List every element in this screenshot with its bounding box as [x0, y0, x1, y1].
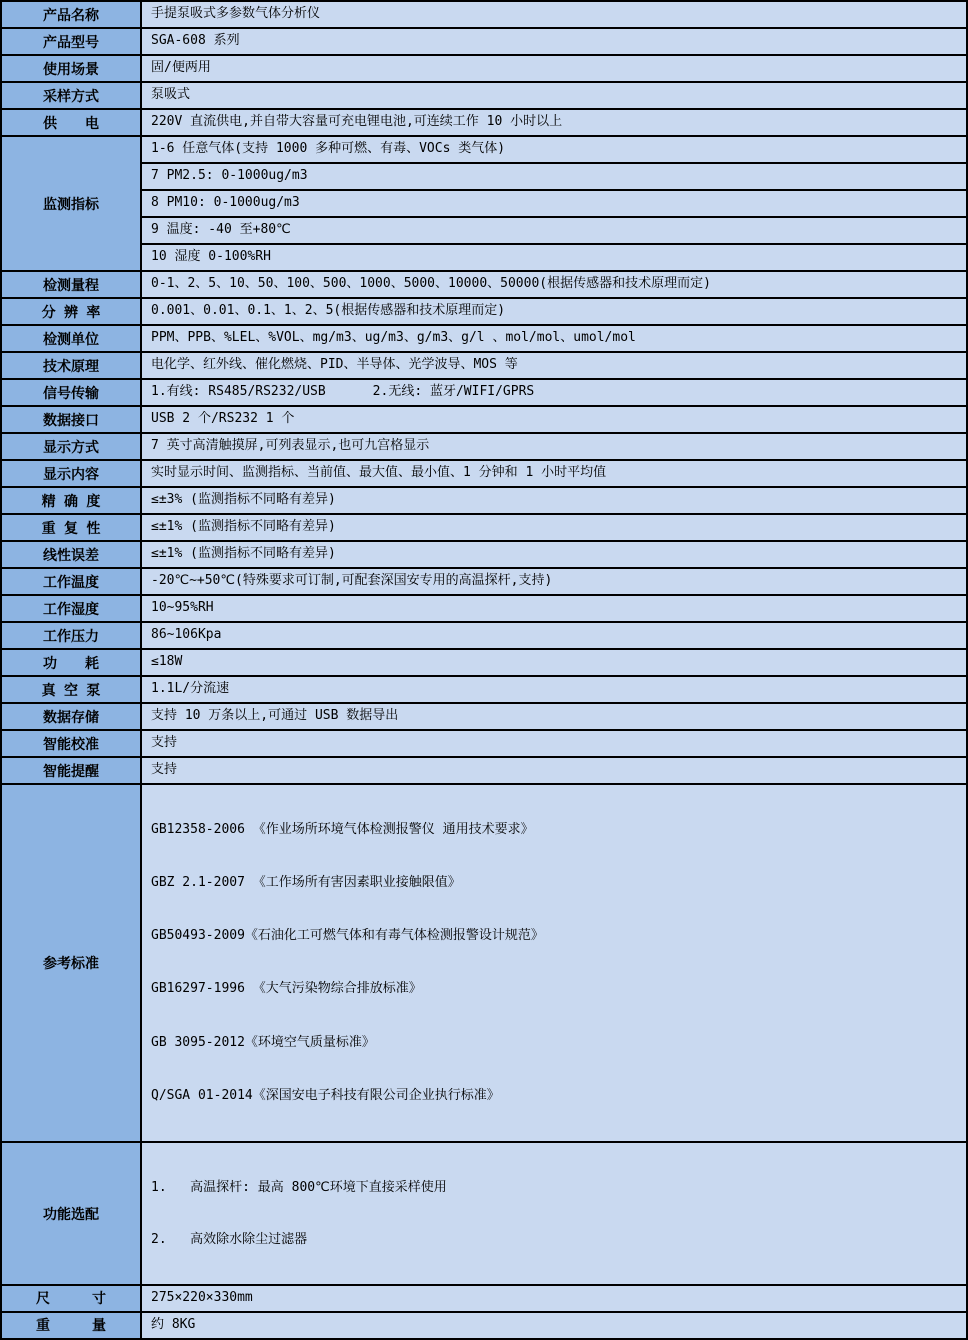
- spec-label: 功能选配: [1, 1142, 141, 1285]
- spec-value: 实时显示时间、监测指标、当前值、最大值、最小值、1 分钟和 1 小时平均值: [141, 460, 967, 487]
- spec-label: 分 辨 率: [1, 298, 141, 325]
- spec-row-accuracy: [1, 487, 967, 514]
- monitor-item: 7 PM2.5: 0-1000ug/m3: [141, 163, 967, 190]
- spec-value: ≤±3% (监测指标不同略有差异): [141, 487, 967, 514]
- spec-label: 线性误差: [1, 541, 141, 568]
- spec-label: 智能校准: [1, 730, 141, 757]
- spec-row-data-storage: [1, 703, 967, 730]
- spec-label: 真 空 泵: [1, 676, 141, 703]
- spec-row-model: [1, 28, 967, 55]
- spec-value: ≤18W: [141, 649, 967, 676]
- spec-label: 智能提醒: [1, 757, 141, 784]
- spec-label: 信号传输: [1, 379, 141, 406]
- spec-label: 检测量程: [1, 271, 141, 298]
- spec-value: 86~106Kpa: [141, 622, 967, 649]
- spec-label: 工作湿度: [1, 595, 141, 622]
- spec-label: 显示内容: [1, 460, 141, 487]
- spec-value: 0.001、0.01、0.1、1、2、5(根据传感器和技术原理而定): [141, 298, 967, 325]
- spec-row-display-content: [1, 460, 967, 487]
- spec-row-linearity-error: [1, 541, 967, 568]
- spec-row-sampling: [1, 82, 967, 109]
- standard-line: GBZ 2.1-2007 《工作场所有害因素职业接触限值》: [151, 874, 461, 890]
- spec-value: 1.有线: RS485/RS232/USB 2.无线: 蓝牙/WIFI/GPRS: [141, 379, 967, 406]
- spec-subrow-monitor: [1, 163, 967, 190]
- spec-row-smart-calibration: [1, 730, 967, 757]
- spec-row-product-name: [1, 1, 967, 28]
- standard-line: Q/SGA 01-2014《深国安电子科技有限公司企业执行标准》: [151, 1087, 500, 1103]
- spec-subrow-monitor: [1, 217, 967, 244]
- spec-row-reference-standards: [1, 784, 967, 1142]
- spec-label: 使用场景: [1, 55, 141, 82]
- spec-value: 220V 直流供电,并自带大容量可充电锂电池,可连续工作 10 小时以上: [141, 109, 967, 136]
- spec-value: 1.1L/分流速: [141, 676, 967, 703]
- spec-value: 支持: [141, 757, 967, 784]
- spec-row-power-consumption: [1, 649, 967, 676]
- spec-row-display-mode: [1, 433, 967, 460]
- spec-label: 产品名称: [1, 1, 141, 28]
- spec-row-power: [1, 109, 967, 136]
- spec-label: 重 量: [1, 1312, 141, 1339]
- option-line: 1. 高温探杆: 最高 800℃环境下直接采样使用: [151, 1179, 447, 1195]
- spec-value: 电化学、红外线、催化燃烧、PID、半导体、光学波导、MOS 等: [141, 352, 967, 379]
- spec-label: 工作温度: [1, 568, 141, 595]
- spec-value: PPM、PPB、%LEL、%VOL、mg/m3、ug/m3、g/m3、g/l 、mol/mol、umol/mol: [141, 325, 967, 352]
- monitor-item: 10 湿度 0-100%RH: [141, 244, 967, 271]
- spec-label: 精 确 度: [1, 487, 141, 514]
- spec-value: 固/便两用: [141, 55, 967, 82]
- spec-value: ≤±1% (监测指标不同略有差异): [141, 514, 967, 541]
- spec-row-working-pressure: [1, 622, 967, 649]
- spec-row-repeatability: [1, 514, 967, 541]
- spec-value: 275×220×330mm: [141, 1285, 967, 1312]
- option-line: 2. 高效除水除尘过滤器: [151, 1231, 308, 1247]
- standard-line: GB12358-2006 《作业场所环境气体检测报警仪 通用技术要求》: [151, 821, 534, 837]
- spec-row-units: [1, 325, 967, 352]
- spec-row-detection-range: [1, 271, 967, 298]
- spec-value: ≤±1% (监测指标不同略有差异): [141, 541, 967, 568]
- spec-row-optional-features: [1, 1142, 967, 1285]
- monitor-item: 9 温度: -40 至+80℃: [141, 217, 967, 244]
- spec-label: 尺 寸: [1, 1285, 141, 1312]
- spec-row-smart-reminder: [1, 757, 967, 784]
- spec-row-working-humidity: [1, 595, 967, 622]
- standard-line: GB 3095-2012《环境空气质量标准》: [151, 1034, 375, 1050]
- spec-value: 支持: [141, 730, 967, 757]
- spec-row-working-temperature: [1, 568, 967, 595]
- spec-row-usage-scene: [1, 55, 967, 82]
- spec-value: 0-1、2、5、10、50、100、500、1000、5000、10000、50000(根据传感器和技术原理而定): [141, 271, 967, 298]
- monitor-item: 8 PM10: 0-1000ug/m3: [141, 190, 967, 217]
- spec-row-resolution: [1, 298, 967, 325]
- spec-label: 工作压力: [1, 622, 141, 649]
- spec-label: 产品型号: [1, 28, 141, 55]
- spec-label: 显示方式: [1, 433, 141, 460]
- spec-row-weight: [1, 1312, 967, 1339]
- spec-label: 数据存储: [1, 703, 141, 730]
- spec-value: 泵吸式: [141, 82, 967, 109]
- spec-row-vacuum-pump: [1, 676, 967, 703]
- standard-line: GB50493-2009《石油化工可燃气体和有毒气体检测报警设计规范》: [151, 928, 544, 944]
- spec-value: 10~95%RH: [141, 595, 967, 622]
- spec-label: 检测单位: [1, 325, 141, 352]
- standard-line: GB16297-1996 《大气污染物综合排放标准》: [151, 981, 422, 997]
- spec-value: [141, 1142, 967, 1285]
- spec-value: 支持 10 万条以上,可通过 USB 数据导出: [141, 703, 967, 730]
- spec-label: 数据接口: [1, 406, 141, 433]
- spec-row-data-interface: [1, 406, 967, 433]
- spec-label: 参考标准: [1, 784, 141, 1142]
- spec-label: 监测指标: [1, 136, 141, 271]
- spec-value: USB 2 个/RS232 1 个: [141, 406, 967, 433]
- spec-row-technology: [1, 352, 967, 379]
- spec-subrow-monitor: [1, 190, 967, 217]
- spec-subrow-monitor: [1, 244, 967, 271]
- spec-value: SGA-608 系列: [141, 28, 967, 55]
- spec-value: -20℃~+50℃(特殊要求可订制,可配套深国安专用的高温探杆,支持): [141, 568, 967, 595]
- monitor-item: 1-6 任意气体(支持 1000 多种可燃、有毒、VOCs 类气体): [141, 136, 967, 163]
- spec-value: 手提泵吸式多参数气体分析仪: [141, 1, 967, 28]
- spec-label: 供 电: [1, 109, 141, 136]
- spec-row-monitor-indicators: [1, 136, 967, 163]
- spec-value: [141, 784, 967, 1142]
- spec-label: 技术原理: [1, 352, 141, 379]
- spec-value: 约 8KG: [141, 1312, 967, 1339]
- spec-row-dimensions: [1, 1285, 967, 1312]
- spec-label: 功 耗: [1, 649, 141, 676]
- spec-value: 7 英寸高清触摸屏,可列表显示,也可九宫格显示: [141, 433, 967, 460]
- spec-label: 重 复 性: [1, 514, 141, 541]
- spec-row-signal-transmission: [1, 379, 967, 406]
- spec-label: 采样方式: [1, 82, 141, 109]
